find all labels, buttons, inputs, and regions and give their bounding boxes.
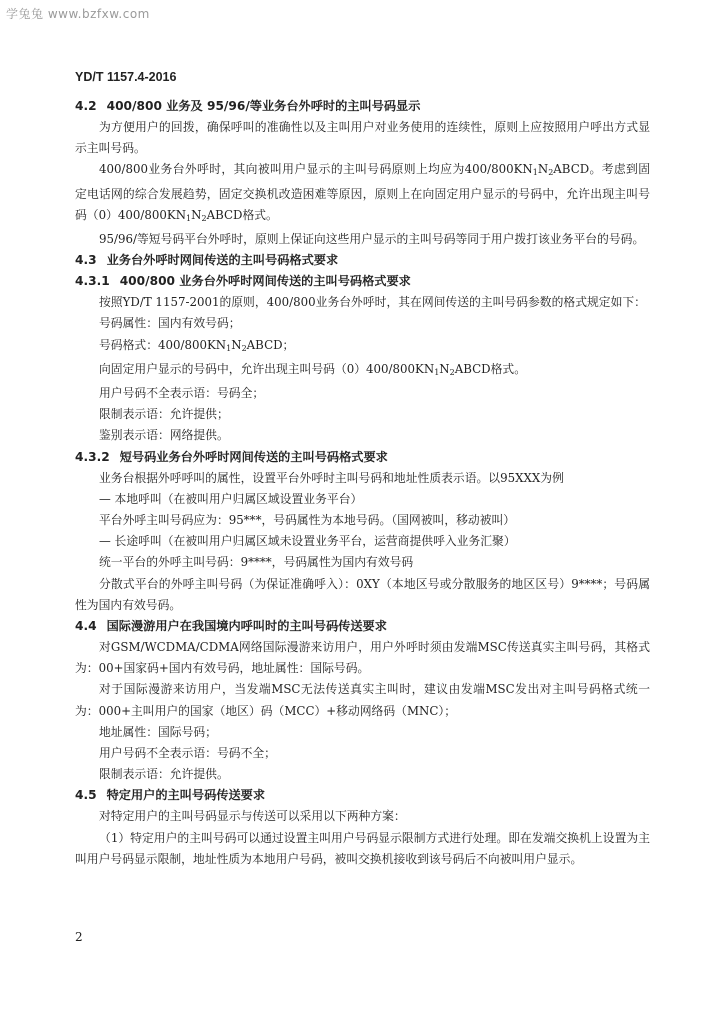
section-heading: 4.2 400/800 业务及 95/96/等业务台外呼时的主叫号码显示 xyxy=(75,99,421,113)
paragraph: 对特定用户的主叫号码显示与传送可以采用以下两种方案： xyxy=(99,809,406,824)
paragraph: 95/96/等短号码平台外呼时，原则上保证向这些用户显示的主叫号码等同于用户拨打该业务平台的号码。 xyxy=(99,232,645,247)
paragraph: 业务台根据外呼呼叫的属性，设置平台外呼时主叫号码和地址性质表示语。以95XXX为例 xyxy=(99,470,564,485)
paragraph: 分散式平台的外呼主叫号码（为保证准确呼入）：0XY（本地区号或分散服务的地区区号）9****；号码属性为国内有效号码。 xyxy=(75,576,650,612)
section-heading: 4.3.2 短号码业务台外呼时网间传送的主叫号码格式要求 xyxy=(75,449,388,464)
section-heading: 4.3 业务台外呼时网间传送的主叫号码格式要求 xyxy=(75,253,339,268)
paragraph: 地址属性：国际号码； xyxy=(99,724,217,739)
paragraph: 按照YD/T 1157-2001的原则，400/800业务台外呼时，其在网间传送的主叫号码参数的格式规定如下： xyxy=(99,295,646,310)
paragraph: 用户号码不全表示语：号码不全； xyxy=(99,746,276,761)
paragraph: 用户号码不全表示语：号码全； xyxy=(99,386,265,401)
paragraph: 对于国际漫游来访用户，当发端MSC无法传送真实主叫时，建议由发端MSC发出对主叫号码格式统一为：000+主叫用户的国家（地区）码（MCC）+移动网络码（MNC）； xyxy=(75,682,650,718)
paragraph: 对GSM/WCDMA/CDMA网络国际漫游来访用户，用户外呼时须由发端MSC传送真实主叫号码，其格式为：00+国家码+国内有效号码，地址属性：国际号码。 xyxy=(75,640,650,676)
paragraph: 向固定用户显示的号码中，允许出现主叫号码$(0)400/800KN_1N_2ABCD$格式。 xyxy=(99,361,526,377)
paragraph: 统一平台的外呼主叫号码：9****，号码属性为国内有效号码 xyxy=(99,555,414,570)
document-body xyxy=(75,96,650,870)
paragraph: 号码属性：国内有效号码； xyxy=(99,316,241,331)
paragraph: — 本地呼叫（在被叫用户归属区域设置业务平台） xyxy=(99,491,363,506)
paragraph: 号码格式：$400/800KN_1N_2ABCD$； xyxy=(99,337,295,353)
paragraph: 限制表示语：允许提供； xyxy=(99,407,229,422)
paragraph: 400/800业务台外呼时，其向被叫用户显示的主叫号码原则上均应为$400/800KN_1N_2ABCD$。考虑到固定电话网的综合发展趋势，固定交换机改造困难等原因，原则上在向固定用户显示的号码中，允许出现主叫号码$(0)400/800KN_1N_2ABCD$格式。 xyxy=(75,162,650,223)
watermark: 学兔兔 www.bzfxw.com xyxy=(6,7,150,21)
standard-code: YD/T 1157.4-2016 xyxy=(75,70,177,84)
section-heading: 4.3.1 400/800 业务台外呼时网间传送的主叫号码格式要求 xyxy=(75,274,411,289)
paragraph: — 长途呼叫（在被叫用户归属区域未设置业务平台，运营商提供呼入业务汇聚） xyxy=(99,534,516,549)
paragraph: 平台外呼主叫号码应为：95***，号码属性为本地号码。（国网被叫，移动被叫） xyxy=(99,513,516,528)
section-heading: 4.5 特定用户的主叫号码传送要求 xyxy=(75,788,266,803)
paragraph: 鉴别表示语：网络提供。 xyxy=(99,428,229,443)
paragraph: （1）特定用户的主叫号码可以通过设置主叫用户号码显示限制方式进行处理。即在发端交换机上设置为主叫用户号码显示限制，地址性质为本地用户号码，被叫交换机接收到该号码后不向被叫用户显示。 xyxy=(75,830,650,866)
page-number: 2 xyxy=(75,930,83,944)
paragraph: 为方便用户的回拨，确保呼叫的准确性以及主叫用户对业务使用的连续性，原则上应按照用户呼出方式显示主叫号码。 xyxy=(75,120,650,156)
paragraph: 限制表示语：允许提供。 xyxy=(99,767,229,782)
section-heading: 4.4 国际漫游用户在我国境内呼叫时的主叫号码传送要求 xyxy=(75,619,387,634)
